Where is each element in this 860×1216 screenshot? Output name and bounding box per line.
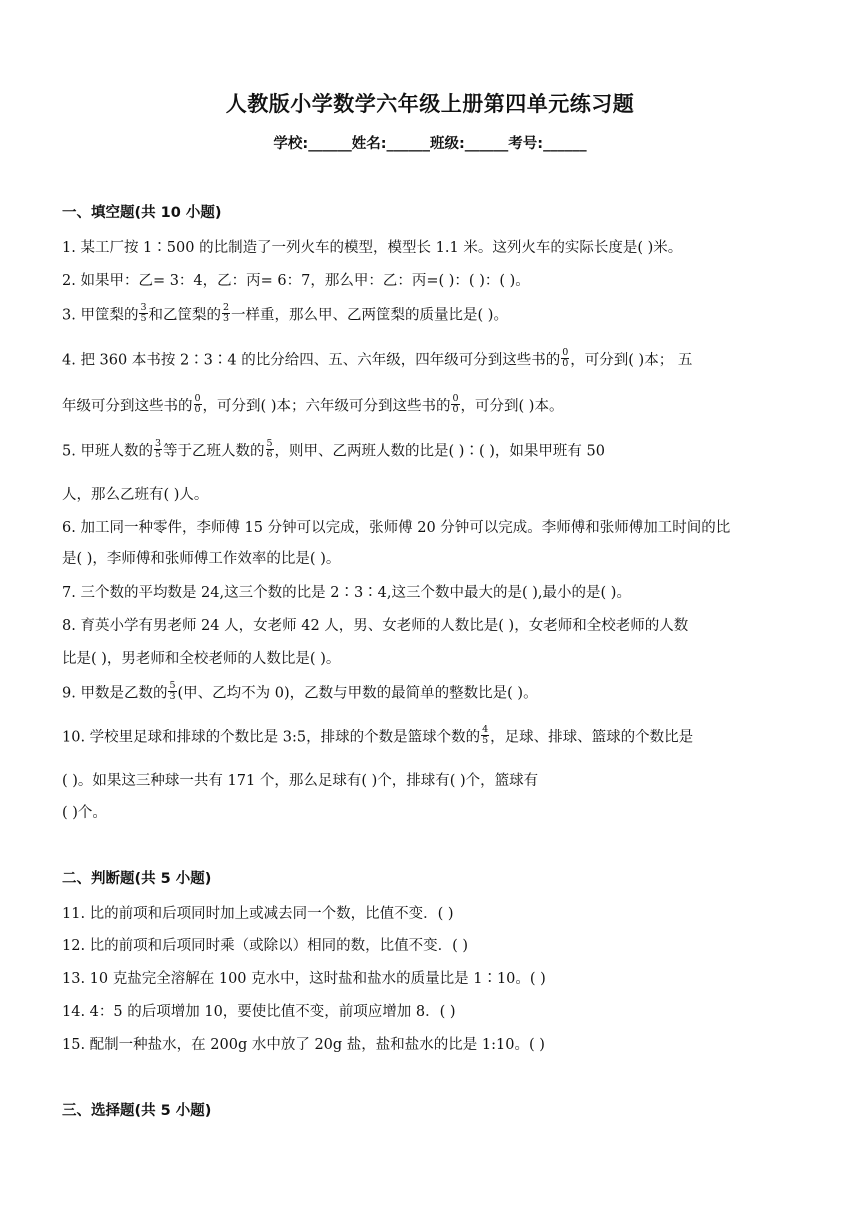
question-4-text-d: ，可分到( )本；六年级可分到这些书的 — [202, 398, 451, 415]
question-5-text-b: 等于乙班人数的 — [163, 443, 265, 460]
fraction-numerator: 3 — [154, 438, 161, 449]
fraction-numerator: 0 — [562, 347, 569, 358]
fraction-numerator: 5 — [169, 680, 176, 691]
student-info-line: 学校:______姓名:______班级:______考号:______ — [273, 136, 587, 152]
fraction-numerator: 0 — [452, 393, 459, 404]
question-3-text-c: 一样重，那么甲、乙两筐梨的质量比是( )。 — [231, 307, 508, 324]
question-5-line-1 — [62, 438, 605, 462]
fraction-denominator: 5 — [482, 735, 489, 746]
fraction-numerator: 2 — [223, 302, 230, 313]
fraction-denominator: 5 — [154, 449, 161, 460]
question-10-text-a: 10. 学校里足球和排球的个数比是 3:5，排球的个数是篮球个数的 — [62, 729, 481, 746]
page-title: 人教版小学数学六年级上册第四单元练习题 — [225, 92, 635, 116]
question-6-line-1: 6. 加工同一种零件，李师傅 15 分钟可以完成，张师傅 20 分钟可以完成。李师傅和张师傅加工时间的比 — [62, 520, 731, 536]
question-3 — [62, 302, 508, 326]
question-9-text-b: (甲、乙均不为 0)，乙数与甲数的最简单的整数比是( )。 — [177, 685, 538, 702]
fraction-denominator: 0 — [452, 404, 459, 415]
fraction-numerator: 4 — [482, 724, 489, 735]
question-4-line-1 — [62, 347, 693, 371]
section-true-false-heading: 二、判断题(共 5 小题) — [62, 871, 212, 887]
fraction-numerator: 3 — [140, 302, 147, 313]
question-12: 12. 比的前项和后项同时乘（或除以）相同的数，比值不变．( ) — [62, 938, 469, 954]
section-multiple-choice-heading: 三、选择题(共 5 小题) — [62, 1103, 212, 1119]
fraction-two-thirds — [222, 303, 230, 324]
question-10-text-b: ，足球、排球、篮球的个数比是 — [490, 729, 694, 746]
question-9 — [62, 680, 538, 704]
fraction-four-fifths — [481, 725, 489, 746]
question-4-text-e: ，可分到( )本。 — [460, 398, 564, 415]
question-7: 7. 三个数的平均数是 24,这三个数的比是 2∶3∶4,这三个数中最大的是( ),最小的是( )。 — [62, 585, 631, 601]
fraction-denominator: 3 — [223, 313, 230, 324]
question-10-line-3: ( )个。 — [62, 805, 107, 821]
question-8-line-2: 比是( )，男老师和全校老师的人数比是( )。 — [62, 651, 341, 667]
fraction-denominator: 3 — [169, 691, 176, 702]
question-5-line-2: 人，那么乙班有( )人。 — [62, 487, 209, 503]
question-3-text-b: 和乙筐梨的 — [148, 307, 221, 324]
fraction-three-fifths — [154, 439, 162, 460]
question-13: 13. 10 克盐完全溶解在 100 克水中，这时盐和盐水的质量比是 1∶10。( ) — [62, 971, 546, 987]
fraction-zero-zero — [194, 394, 202, 415]
question-10-line-2: ( )。如果这三种球一共有 171 个，那么足球有( )个，排球有( )个，篮球有 — [62, 773, 539, 789]
question-2: 2. 如果甲：乙= 3：4，乙：丙= 6：7，那么甲：乙：丙=( )：( )：( )。 — [62, 273, 530, 289]
fraction-numerator: 0 — [194, 393, 201, 404]
fraction-denominator: 6 — [266, 449, 273, 460]
question-5-text-c: ，则甲、乙两班人数的比是( )∶( )，如果甲班有 50 — [274, 443, 605, 460]
section-fill-in-blank-heading: 一、填空题(共 10 小题) — [62, 205, 222, 221]
fraction-denominator: 0 — [194, 404, 201, 415]
question-4-text-a: 4. 把 360 本书按 2∶3∶4 的比分给四、五、六年级，四年级可分到这些书的 — [62, 352, 561, 369]
fraction-three-fifths — [139, 303, 147, 324]
question-4-text-b: ，可分到( )本； 五 — [570, 352, 693, 369]
question-11: 11. 比的前项和后项同时加上或减去同一个数，比值不变．( ) — [62, 906, 454, 922]
question-4-text-c: 年级可分到这些书的 — [62, 398, 193, 415]
question-14: 14. 4：5 的后项增加 10，要使比值不变，前项应增加 8．( ) — [62, 1004, 456, 1020]
fraction-denominator: 5 — [140, 313, 147, 324]
fraction-five-thirds — [168, 681, 176, 702]
fraction-zero-zero — [451, 394, 459, 415]
question-3-text-a: 3. 甲筐梨的 — [62, 307, 139, 324]
question-15: 15. 配制一种盐水，在 200g 水中放了 20g 盐，盐和盐水的比是 1:10。( ) — [62, 1037, 545, 1053]
question-6-line-2: 是( )，李师傅和张师傅工作效率的比是( )。 — [62, 551, 341, 567]
fraction-zero-zero — [561, 348, 569, 369]
question-10-line-1 — [62, 724, 694, 748]
question-9-text-a: 9. 甲数是乙数的 — [62, 685, 168, 702]
fraction-five-sixths — [266, 439, 274, 460]
fraction-denominator: 0 — [562, 358, 569, 369]
fraction-numerator: 5 — [266, 438, 273, 449]
question-8-line-1: 8. 育英小学有男老师 24 人，女老师 42 人，男、女老师的人数比是( )，女老师和全校老师的人数 — [62, 618, 689, 634]
question-1: 1. 某工厂按 1∶500 的比制造了一列火车的模型，模型长 1.1 米。这列火车的实际长度是( )米。 — [62, 240, 683, 256]
question-4-line-2 — [62, 393, 564, 417]
question-5-text-a: 5. 甲班人数的 — [62, 443, 153, 460]
